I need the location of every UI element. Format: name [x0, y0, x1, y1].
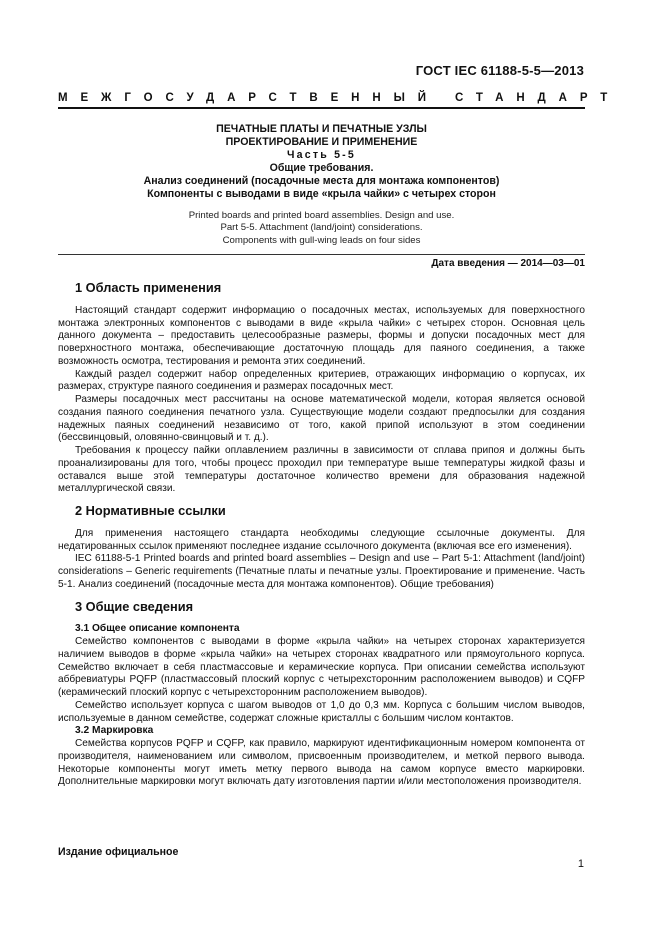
paragraph: Каждый раздел содержит набор определенных критериев, отражающих информацию о корпусах, их размерах, структуре паяного соединения и размерах посадочных мест. [58, 368, 585, 393]
title-russian [58, 123, 585, 202]
paragraph: Настоящий стандарт содержит информацию о посадочных местах, используемых для поверхностного монтажа электронных компонентов с выводами в виде «крыла чайки» с четырех сторон. Основная цель данного документа – предоставить целесообразные размеры, формы и допуски посадочных мест для поверхностного монтажа, обеспечивающие достаточную площадь для паяного соединения, а также возможность осмотра, тестирования и ремонта этих соединений. [58, 304, 585, 367]
title-en-line: Printed boards and printed board assemblies. Design and use. [188, 210, 455, 221]
title-part-label: Часть 5-5 [287, 149, 356, 162]
section-heading: 1 Область применения [75, 280, 222, 295]
paragraph: Требования к процессу пайки оплавлением различны в зависимости от сплава припоя и должны быть проанализированы для того, чтобы процесс проходил при температуре выше температуры жидкой фазы и оставался выше этой температуры достаточное количество времени для образования надежной металлургической связи. [58, 445, 585, 495]
document-number: ГОСТ IEC 61188-5-5—2013 [415, 63, 584, 78]
paragraph: Для применения настоящего стандарта необходимы следующие ссылочные документы. Для недатированных ссылок применяют последнее издание ссылочного документа (включая все его изменения). [58, 527, 585, 552]
paragraph: Семейство компонентов с выводами в форме «крыла чайки» на четырех сторонах характеризуется наличием выводов в форме «крыла чайки» на четырех сторонах квадратного или прямоугольного корпуса. Семейство включает в себя пластмассовые и керамические корпуса. При описании семейства используют аббревиатуры PQFP (пластмассовый плоский корпус с четырехсторонним расположением выводов) и CQFP (керамический плоский корпус с четырехсторонним расположением выводов). [58, 636, 585, 698]
title-line: ПЕЧАТНЫЕ ПЛАТЫ И ПЕЧАТНЫЕ УЗЛЫ [216, 123, 427, 135]
subsection-heading: 3.2 Маркировка [75, 725, 154, 737]
section-heading: 3 Общие сведения [75, 598, 194, 614]
title-line: Общие требования. [269, 162, 374, 175]
section-heading: 2 Нормативные ссылки [75, 503, 226, 518]
title-line: ПРОЕКТИРОВАНИЕ И ПРИМЕНЕНИЕ [225, 136, 418, 149]
standard-banner: МЕЖГОСУДАРСТВЕННЫЙ СТАНДАРТ [58, 92, 621, 104]
title-line: Компоненты с выводами в виде «крыла чайки» с четырех сторон [147, 188, 496, 201]
paragraph: IEC 61188-5-1 Printed boards and printed board assemblies – Design and use – Part 5-1: Attachment (land/joint) considerations – Generic requirements (Печатные платы и печатные узлы. Проектирование и применение. Часть 5-1. Анализ соединений (посадочные места для монтажа компонентов). Общие требования) [58, 553, 585, 590]
title-en-line: Part 5-5. Attachment (land/joint) considerations. [220, 222, 423, 234]
subsection-heading: 3.1 Общее описание компонента [75, 623, 240, 635]
page-number: 1 [577, 858, 584, 870]
document-body [58, 278, 585, 798]
section-scope [58, 282, 585, 496]
official-edition-label: Издание официальное [58, 846, 179, 858]
header-divider [58, 107, 585, 109]
title-line: Анализ соединений (посадочные места для монтажа компонентов) [143, 175, 500, 188]
paragraph: Размеры посадочных мест рассчитаны на основе математической модели, которая является основой создания паяного соединения печатного узла. Существующие модели создают предпосылки для создания надежных паяных соединений независимо от того, какой припой используют в этом соединении (бессвинцовый, оловянно-свинцовый и т. д.). [58, 394, 585, 444]
title-en-line: Components with gull-wing leads on four sides [222, 234, 421, 246]
paragraph: Семейство использует корпуса с шагом выводов от 1,0 до 0,3 мм. Корпуса с большим числом выводов, используемые в данном семействе, содержат сложные кристаллы с большим числом контактов. [58, 699, 585, 724]
introduction-date: Дата введения — 2014—03—01 [431, 258, 585, 269]
section-general-info [58, 598, 585, 790]
title-english [58, 210, 585, 247]
paragraph: Семейства корпусов PQFP и CQFP, как правило, маркируют идентификационным номером компонента от производителя, наименованием или символом, присвоенным производителем, и меткой первого вывода. Некоторые компоненты могут иметь метку первого вывода на самом корпусе вместо маркировки. Дополнительные маркировки могут включать дату изготовления партии и/или местоположения производителя. [58, 738, 585, 788]
section-normative-references [58, 505, 585, 592]
date-divider [58, 254, 585, 255]
